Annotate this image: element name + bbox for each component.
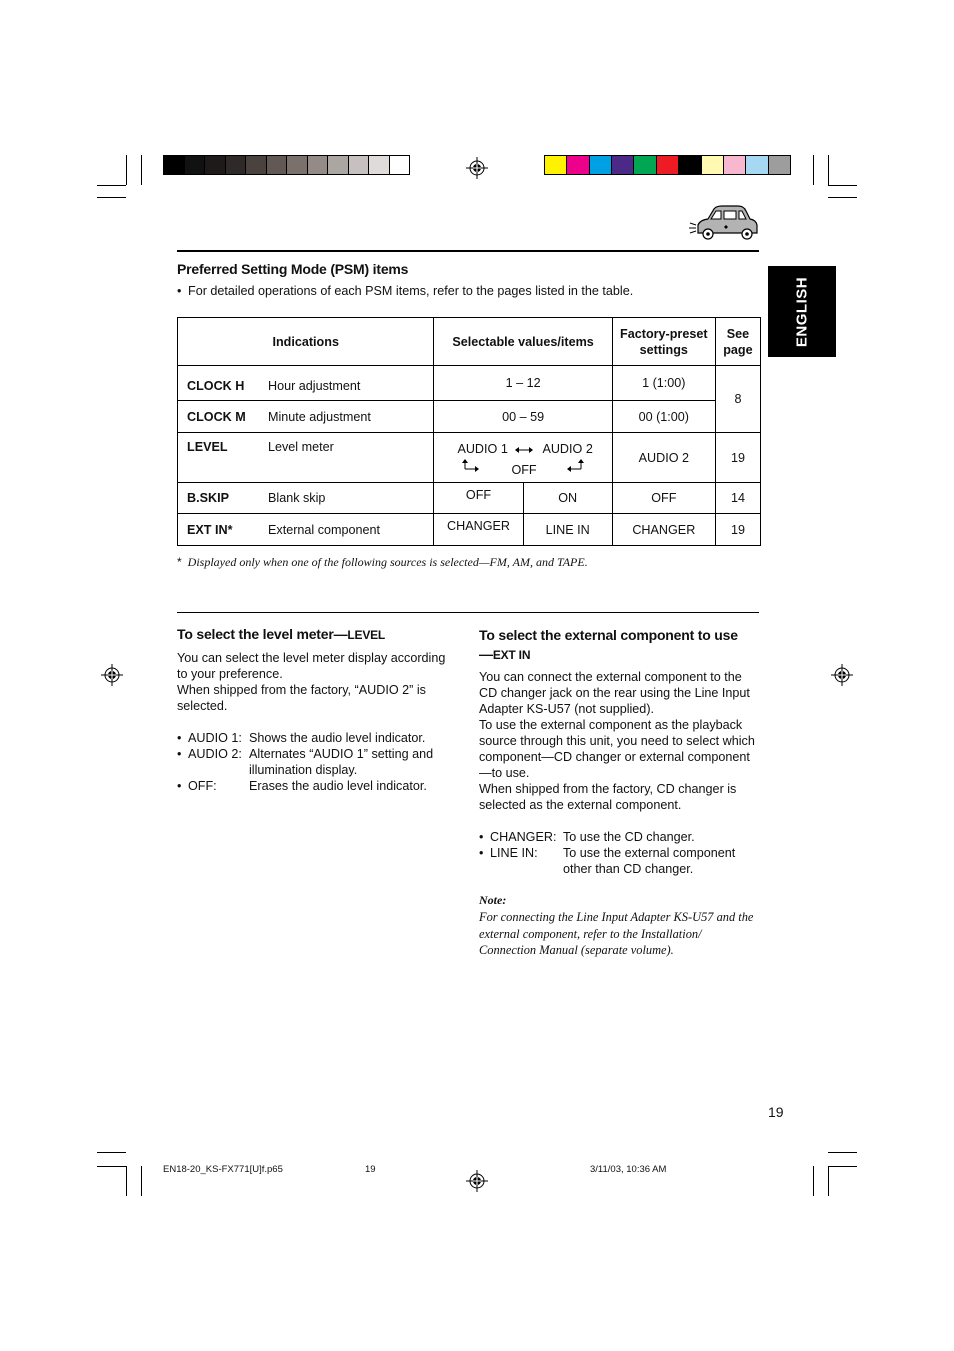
footer-page: 19 xyxy=(365,1164,376,1175)
color-swatch xyxy=(723,156,745,174)
color-swatch xyxy=(566,156,588,174)
note-label: Note: xyxy=(479,893,507,907)
level-section-title: To select the level meter—LEVEL xyxy=(177,626,386,642)
color-swatch xyxy=(184,156,205,174)
section-rule xyxy=(177,612,759,613)
psm-title: Preferred Setting Mode (PSM) items xyxy=(177,261,409,277)
psm-intro: • For detailed operations of each PSM items, refer to the pages listed in the table. xyxy=(177,284,634,298)
psm-intro-text: For detailed operations of each PSM items, refer to the pages listed in the table. xyxy=(188,284,634,298)
registration-mark-icon xyxy=(831,664,853,686)
color-swatch xyxy=(611,156,633,174)
ext-section-body xyxy=(479,669,761,877)
table-row xyxy=(178,433,761,483)
color-swatch xyxy=(701,156,723,174)
row-code: LEVEL xyxy=(187,440,228,454)
table-row xyxy=(178,483,761,514)
row-page: 19 xyxy=(715,433,760,483)
color-swatch xyxy=(307,156,328,174)
ext-paragraph: You can connect the external component to the CD changer jack on the rear using the Line Input Adapter KS-U57 (not supplied). xyxy=(479,670,750,716)
color-swatch xyxy=(589,156,611,174)
return-arrow-icon xyxy=(566,459,584,473)
level-off: OFF xyxy=(511,462,537,477)
registration-mark-icon xyxy=(466,1170,488,1192)
header-see-page: See page xyxy=(715,318,760,366)
ext-paragraph: To use the external component as the playback source through this unit, you need to select which component—CD changer or external component—to use. xyxy=(479,718,755,780)
ext-paragraph: When shipped from the factory, CD changer is selected as the external component. xyxy=(479,782,737,812)
table-header-row xyxy=(178,318,761,366)
row-factory: CHANGER xyxy=(612,514,715,546)
list-item: • AUDIO 2: Alternates “AUDIO 1” setting and illumination display. xyxy=(177,747,434,777)
row-code: B.SKIP xyxy=(187,491,229,505)
row-factory: 1 (1:00) xyxy=(612,366,715,401)
color-calibration-bar xyxy=(544,155,791,175)
color-swatch xyxy=(678,156,700,174)
footnote-text: Displayed only when one of the following sources is selected—FM, AM, and TAPE. xyxy=(187,555,588,569)
psm-footnote xyxy=(177,555,588,570)
return-arrow-icon xyxy=(462,459,480,473)
list-item: • LINE IN: To use the external component other than CD changer. xyxy=(479,846,736,876)
color-swatch xyxy=(389,156,410,174)
row-value-2: LINE IN xyxy=(523,514,612,546)
row-values: 00 – 59 xyxy=(434,401,612,433)
double-arrow-icon xyxy=(514,446,534,454)
color-swatch xyxy=(266,156,287,174)
row-code: CLOCK H xyxy=(187,379,245,393)
note-text: For connecting the Line Input Adapter KS-U57 and the external component, refer to the Installation/ Connection Manual (separate volume). xyxy=(479,910,754,957)
level-paragraph: You can select the level meter display according to your preference. xyxy=(177,651,446,681)
color-swatch xyxy=(245,156,266,174)
row-page: 14 xyxy=(715,483,760,514)
row-factory: AUDIO 2 xyxy=(612,433,715,483)
level-paragraph: When shipped from the factory, “AUDIO 2” is selected. xyxy=(177,683,426,713)
color-swatch xyxy=(768,156,790,174)
level-section-body xyxy=(177,650,457,794)
row-desc: Level meter xyxy=(268,440,334,454)
registration-mark-icon xyxy=(101,664,123,686)
color-swatch xyxy=(368,156,389,174)
header-factory: Factory-preset settings xyxy=(612,318,715,366)
color-swatch xyxy=(204,156,225,174)
row-code: CLOCK M xyxy=(187,409,246,424)
level-audio2: AUDIO 2 xyxy=(542,441,593,456)
psm-table xyxy=(177,317,761,546)
section-rule xyxy=(177,250,759,252)
grayscale-calibration-bar xyxy=(163,155,410,175)
ext-section-title: To select the external component to use —EXT IN xyxy=(479,627,738,662)
color-swatch xyxy=(164,156,184,174)
color-swatch xyxy=(545,156,566,174)
car-icon xyxy=(688,203,760,245)
footnote-mark: * xyxy=(177,555,182,569)
footer-date: 3/11/03, 10:36 AM xyxy=(590,1164,667,1175)
row-value-1: CHANGER xyxy=(434,514,523,546)
color-swatch xyxy=(745,156,767,174)
color-swatch xyxy=(327,156,348,174)
table-row xyxy=(178,366,761,401)
row-page: 19 xyxy=(715,514,760,546)
header-indications: Indications xyxy=(178,318,434,366)
language-tab-label: ENGLISH xyxy=(793,276,811,347)
page-number: 19 xyxy=(768,1104,784,1120)
list-item: • AUDIO 1: Shows the audio level indicator. xyxy=(177,731,426,745)
row-desc: Blank skip xyxy=(268,491,326,505)
color-swatch xyxy=(348,156,369,174)
color-swatch xyxy=(633,156,655,174)
row-factory: 00 (1:00) xyxy=(612,401,715,433)
level-audio1: AUDIO 1 xyxy=(457,441,508,456)
row-desc: External component xyxy=(268,522,381,537)
row-desc: Minute adjustment xyxy=(268,409,371,424)
row-factory: OFF xyxy=(612,483,715,514)
row-desc: Hour adjustment xyxy=(268,379,361,393)
list-item: • CHANGER: To use the CD changer. xyxy=(479,830,695,844)
header-selectable: Selectable values/items xyxy=(434,318,612,366)
list-item: • OFF: Erases the audio level indicator. xyxy=(177,779,427,793)
row-code: EXT IN* xyxy=(187,522,233,537)
level-cycle xyxy=(434,433,612,483)
color-swatch xyxy=(286,156,307,174)
row-value-1: OFF xyxy=(434,483,523,514)
color-swatch xyxy=(225,156,246,174)
registration-mark-icon xyxy=(466,157,488,179)
color-swatch xyxy=(656,156,678,174)
row-values: 1 – 12 xyxy=(434,366,612,401)
footer-filename: EN18-20_KS-FX771[U]f.p65 xyxy=(163,1164,283,1175)
table-row xyxy=(178,401,761,433)
table-row xyxy=(178,514,761,546)
row-value-2: ON xyxy=(523,483,612,514)
language-tab xyxy=(768,266,836,357)
row-page: 8 xyxy=(715,366,760,433)
